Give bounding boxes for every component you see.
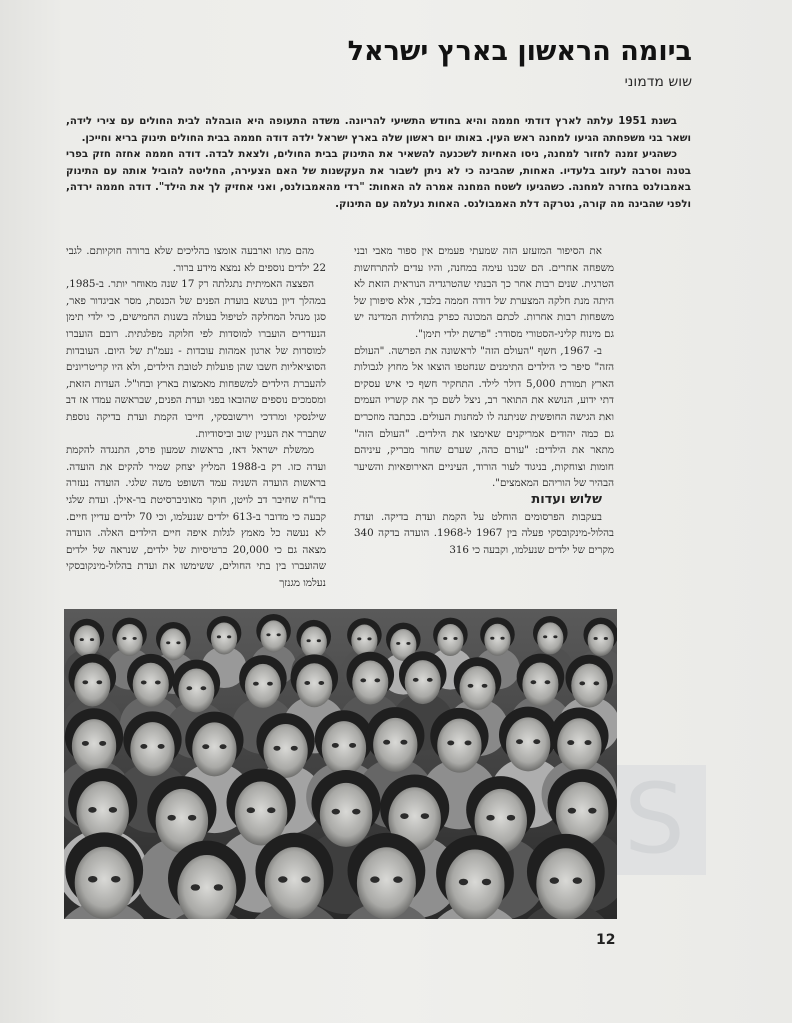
child-face (72, 719, 116, 773)
child-eye (111, 876, 120, 882)
child-eye (533, 739, 540, 744)
child-eye (531, 680, 537, 684)
child-face (357, 847, 416, 919)
child-eye (545, 680, 551, 684)
child-eye (140, 744, 147, 749)
child-eye (188, 815, 196, 821)
child-eye (482, 879, 491, 885)
body-paragraph: את הסיפור המזעזע הזה שמעתי פעמים אין ספור מאבי ובני משפחה אחרים. הם שכנו עימה במחנה, והיו עדים להתרחשות הטרגית. שנים רבות אחר כך הבנתי שהטרגדיה הנוראית הזאת לא היתה מנת חלקה המצערת של דודה חממה בלבד, אלא סיפורן של משפחות רבות אחרות. לכתם המכונה כפרק בתולדות המדינה יש גם מינוח קליני-הסטורי מסודר: "פרשת ילדי תימן". (354, 245, 614, 340)
child-eye (304, 681, 310, 685)
child-eye (318, 681, 324, 685)
child-face (522, 662, 558, 706)
child-eye (88, 876, 97, 882)
child-face (74, 625, 100, 657)
child-eye (604, 637, 608, 640)
child-eye (468, 684, 474, 688)
child-face (211, 622, 237, 654)
child-eye (277, 633, 281, 636)
child-eye (585, 740, 592, 745)
child-eye (201, 686, 207, 690)
child-face (437, 719, 481, 773)
intro-paragraph: כשהגיע זמנה לחזור למחנה, ניסו האחיות לשכנעה להשאיר את התינוק בבית החולים, ולצאת לבדה. דודה חממה אחזה חזק בפרי בטנה וסרבה לעזוב בלעדיו. האחות, שהבינה כי לא ניתן לשבור את העקשנות של האם הצעירה, החליטה להוביל אותה עם התינוק באמבולנס בחזרה למחנה. כשהגיעו לשטח המחנה אמרה לה האחות: "רדי מהאמבולנס, ואני אחזיק לך את הילד". דודה חממה ירדה, ולפני שהבינה מה קורה, נטרקה דלת האמבולנס. האחות נעלמה עם התינוק. (66, 149, 691, 210)
child-eye (88, 807, 96, 813)
child-eye (486, 815, 494, 821)
body-paragraph: ב- 1967, חשף "העולם הזה" לראשונה את הפרשה. "העולם הזה" סיפר כי הילדים התימנים שנחטפו הוצאו אל מחוץ לגבולות הארץ תמורת 5,000 דולר לילד. התחקיר חשף כי איש עסקים דתי ידוע, הנושא את התואר רב, ניצל לשם כך את קשריו העמים ואת הגישה החופשית שניתנה לו למחנות העולים. בכתבה מוזכרים גם כמה יהודים אמריקנים שאימצו את הילדים. "העולם הזה" מתאר את הילדים: "עורם כהה, שערם שחור מבריק, עיניהם חומות וצוחקות, בניגוד לעור הורוד, העיניים האירופאיות והשיער הבהיר של הוריהם המאמצים". (354, 344, 614, 490)
child-eye (332, 743, 339, 748)
child-eye (307, 639, 311, 642)
child-face (405, 660, 441, 704)
child-eye (465, 741, 472, 746)
child-eye (122, 637, 126, 640)
child-eye (191, 884, 200, 890)
child-eye (459, 879, 468, 885)
child-face (260, 620, 286, 652)
child-eye (374, 678, 380, 682)
child-eye (568, 808, 576, 814)
body-paragraph: בעקבות הפרסומים הוחלט על הקמת ועדת בדיקה. ועדת בהלול-מינקובסקי פעלה בין 1967 ל-1968. הועדה בדקה 340 מקרים של ילדים שנעלמו, וקבעה כי 316 (354, 510, 614, 556)
child-eye (453, 637, 457, 640)
child-eye (155, 681, 161, 685)
child-eye (109, 807, 117, 813)
child-eye (413, 678, 419, 682)
article-title: ביומה הראשון בארץ ישראל (347, 36, 692, 67)
child-eye (367, 637, 371, 640)
child-eye (267, 682, 273, 686)
child-eye (349, 743, 356, 748)
article-column-left (66, 243, 326, 591)
child-eye (447, 741, 454, 746)
child-eye (202, 744, 209, 749)
child-eye (167, 815, 175, 821)
child-face (459, 666, 495, 710)
child-eye (400, 740, 407, 745)
child-eye (301, 876, 310, 882)
child-eye (267, 807, 275, 813)
child-eye (370, 876, 379, 882)
child-face (373, 718, 417, 772)
child-eye (396, 642, 400, 645)
child-eye (360, 678, 366, 682)
child-eye (82, 741, 89, 746)
child-eye (553, 635, 557, 638)
child-face (320, 783, 372, 847)
child-eye (266, 633, 270, 636)
child-eye (176, 641, 180, 644)
child-eye (593, 681, 599, 685)
child-eye (214, 884, 223, 890)
child-eye (550, 877, 559, 883)
body-paragraph: הפצצה האמיתית נתגלתה רק 17 שנה מאוחר יותר. ב-1985, במהלך דיון בנושא בועדת הפנים של הכנסת, מסר אביגדור פאר, סגן מנהל המחלקה לטיפול בעולה בשנות החמישים, כי ילדי תימן הנעדרים הועברו למוסדות לפי חלוקה מפלגתית. רובם הועברו למוסדות של ארגון אמהות עובדות - נעמ"ת של היום. העובדות הסוציאליות חשבו שהן פועלות לטובת הילדים, ולא היו קריטריונים להעברת הילדים למשפחות מאמצות בארץ ובחו"ל. העדות הזאת, ומסמכים נוספים שהובאו בפני ועדת הפנים, שבראשה עמדו אז דב שילנסקי ומרדכי וירשובסקי, חייבו הקמת ועדת בדיקה נוספת שתברר את העניין שוב וביסודיות. (66, 278, 326, 440)
child-face (506, 717, 550, 771)
child-eye (383, 740, 390, 745)
child-face (178, 668, 214, 712)
child-eye (317, 639, 321, 642)
child-eye (543, 635, 547, 638)
child-eye (217, 635, 221, 638)
child-face (437, 624, 463, 656)
child-eye (253, 682, 259, 686)
child-eye (482, 684, 488, 688)
child-eye (166, 641, 170, 644)
child-eye (247, 807, 255, 813)
child-face (322, 721, 366, 775)
page-number: 12 (596, 932, 616, 948)
child-eye (567, 740, 574, 745)
child-eye (133, 637, 137, 640)
child-eye (227, 635, 231, 638)
child-eye (273, 746, 280, 751)
child-face (74, 663, 110, 707)
intro-paragraph: בשנת 1951 עלתה לארץ דודתי חממה והיא בחודש התשיעי להריונה. משדה התעופה היא הובהלה לבית החולים עם צירי לידה, ושאר בני משפחתה הגיעו למחנה ראש העין. באותו יום ראשון שלה בארץ ישראל ילדה דודה חממה בבית החולים תינוק בריא וחייכן. (66, 116, 691, 144)
child-face (192, 722, 236, 776)
child-eye (400, 813, 408, 819)
child-face (537, 622, 563, 654)
child-eye (406, 642, 410, 645)
child-eye (99, 741, 106, 746)
child-eye (291, 746, 298, 751)
child-face (301, 626, 327, 658)
decorative-letter-block: S (616, 765, 706, 875)
child-face (351, 624, 377, 656)
child-face (557, 718, 601, 772)
child-eye (573, 877, 582, 883)
child-face (536, 848, 595, 919)
child-face (265, 847, 324, 919)
child-eye (96, 680, 102, 684)
child-eye (357, 637, 361, 640)
photo-illustration (64, 609, 617, 919)
child-eye (516, 739, 523, 744)
section-subheading: שלוש ועדות (531, 491, 602, 507)
child-face (116, 624, 142, 656)
child-face (588, 624, 614, 656)
child-face (160, 628, 186, 660)
child-eye (393, 876, 402, 882)
article-intro (66, 114, 691, 213)
child-eye (427, 678, 433, 682)
child-eye (579, 681, 585, 685)
child-eye (594, 637, 598, 640)
child-face (445, 850, 504, 919)
child-face (75, 847, 134, 919)
child-eye (141, 681, 147, 685)
child-face (133, 663, 169, 707)
child-eye (82, 680, 88, 684)
child-eye (158, 744, 165, 749)
child-eye (186, 686, 192, 690)
child-eye (443, 637, 447, 640)
child-face (571, 664, 607, 708)
child-eye (220, 744, 227, 749)
group-of-children-photo (64, 609, 617, 919)
child-eye (278, 876, 287, 882)
child-face (296, 663, 332, 707)
child-eye (90, 638, 94, 641)
body-paragraph: מהם מתו וארבעה אומצו בהליכים שלא ברורה חוקיותם. לגבי 22 ילדים נוספים לא נמצא מידע ברור. (66, 245, 326, 274)
child-face (484, 624, 510, 656)
child-eye (490, 637, 494, 640)
child-eye (507, 815, 515, 821)
child-face (130, 722, 174, 776)
child-eye (332, 809, 340, 815)
article-author: שוש מדמוני (624, 74, 692, 90)
child-face (352, 661, 388, 705)
child-eye (352, 809, 360, 815)
article-column-right (354, 243, 614, 558)
child-eye (588, 808, 596, 814)
child-eye (421, 813, 429, 819)
body-paragraph: ממשלת ישראל דאז, בראשות שמעון פרס, התנגדה להקמת ועדה כזו. רק ב-1988 המליץ יצחק שמיר להקים את הועדה. בראשות הועדה השניה עמד השופט משה שלגי. הועדה נעזרה בדו"ח שחיבר דב לויטן, חוקר מאוניברסיטת בר-אילן. ועדת שלגי קבעה כי מדובר ב-613 ילדים שנעלמו, וכי 70 ילדים עדיין חיים. לא נעשה כל מאמץ לגלות איפה חיים הילדים האלה. הועדה מצאה גם כי 20,000 כרטיסיות של ילדים, שנראה של ילדים שהועברו בין בתי החולים, ששימשו את ועדת בהלול-מינקובסקי נעלמו מגנזך (66, 444, 326, 589)
child-face (245, 664, 281, 708)
child-eye (80, 638, 84, 641)
child-eye (500, 637, 504, 640)
